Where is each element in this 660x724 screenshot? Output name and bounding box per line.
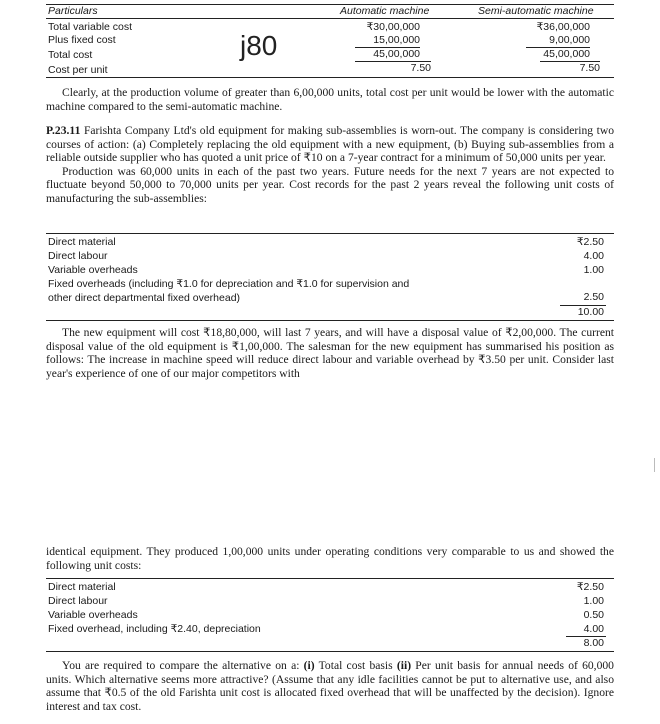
- table-2-row-label: Direct material: [48, 236, 116, 248]
- table-3-top-rule: [46, 578, 614, 579]
- table-1-bottom-rule: [46, 77, 614, 78]
- table-1-row-semi: 7.50: [540, 61, 600, 75]
- table-2-row-value: ₹2.50: [576, 236, 604, 248]
- table-3-total: 8.00: [583, 637, 604, 649]
- table-1-row-semi: 45,00,000: [526, 47, 590, 61]
- paragraph-new-equipment: The new equipment will cost ₹18,80,000, will last 7 years, and will have a disposal value of ₹2,00,000. The current disposal value of the old equipment is ₹1,00,000. The salesman for the new equipment has summarised his position as follows: The increase in machine speed will reduce direct labour and variable overhead by ₹3.50 per unit. Consider last year's experience of one of our major competitors with: [46, 326, 614, 380]
- table-1-row-auto: 7.50: [355, 61, 431, 75]
- table-3-row-label: Variable overheads: [48, 609, 138, 621]
- page-edge-mark: [654, 458, 655, 472]
- table-1-header-particulars: Particulars: [48, 5, 98, 17]
- table-2-row-label: Fixed overheads (including ₹1.0 for depreciation and ₹1.0 for supervision and: [48, 278, 410, 290]
- table-1-row-label: Cost per unit: [48, 64, 108, 76]
- table-3-bottom-rule: [46, 651, 614, 652]
- overlay-text: j80: [240, 30, 278, 61]
- problem-statement: [46, 124, 614, 206]
- table-2-row-label: Direct labour: [48, 250, 108, 262]
- paragraph-required: [46, 659, 614, 713]
- problem-text-1: Farishta Company Ltd's old equipment for making sub-assemblies is worn-out. The company is considering two courses of action: (a) Completely replacing the old equipment with a new equipment, (b) Buying sub-assemblies from a reliable outside supplier who has quoted a unit price of ₹10 on a 7-year contract for a minimum of 50,000 units per year.: [46, 124, 614, 165]
- table-2-top-rule: [46, 233, 614, 234]
- table-2-row-value: 4.00: [583, 250, 604, 262]
- table-3-row-value: 4.00: [583, 623, 604, 635]
- table-3-row-label: Direct material: [48, 581, 116, 593]
- table-1-row-auto: 45,00,000: [355, 47, 420, 61]
- table-3-row-label: Direct labour: [48, 595, 108, 607]
- table-3-row-value: 1.00: [583, 595, 604, 607]
- table-2-row-value: 1.00: [583, 264, 604, 276]
- problem-text-2: Production was 60,000 units in each of the past two years. Future needs for the next 7 years are not expected to fluctuate beyond 50,000 to 70,000 units per year. Cost records for the past 2 years reveal the following unit costs of manufacturing the sub-assemblies:: [46, 164, 614, 205]
- table-1-row-semi: 9,00,000: [549, 34, 590, 46]
- table-1-header-bottom-rule: [46, 18, 614, 19]
- table-1-row-label: Plus fixed cost: [48, 34, 116, 46]
- table-1-row-label: Total cost: [48, 49, 93, 61]
- table-2-bottom-rule: [46, 320, 614, 321]
- table-1-header-automatic: Automatic machine: [340, 5, 430, 17]
- table-2-total: 10.00: [577, 306, 604, 318]
- table-1-row-auto: ₹30,00,000: [366, 21, 420, 33]
- part-i-text: Total cost basis: [318, 659, 393, 672]
- part-i-label: (i): [303, 659, 315, 672]
- paragraph-identical-equipment: identical equipment. They produced 1,00,000 units under operating conditions very comparable to us and showed the following unit costs:: [46, 545, 614, 572]
- table-1-row-label: Total variable cost: [48, 21, 133, 33]
- table-1-header-semi-automatic: Semi-automatic machine: [478, 5, 594, 17]
- paragraph-clearly: Clearly, at the production volume of greater than 6,00,000 units, total cost per unit would be lower with the automatic machine compared to the semi-automatic machine.: [46, 86, 614, 113]
- table-1-row-auto: 15,00,000: [373, 34, 420, 46]
- table-3-row-value: 0.50: [583, 609, 604, 621]
- table-3-row-label: Fixed overhead, including ₹2.40, depreciation: [48, 623, 261, 635]
- part-ii-label: (ii): [396, 659, 412, 672]
- table-3-row-value: ₹2.50: [576, 581, 604, 593]
- required-intro: You are required to compare the alternative on a:: [62, 659, 300, 672]
- table-1-row-semi: ₹36,00,000: [536, 21, 590, 33]
- part-ii-text: Per unit basis for annual needs of 60,000 units. Which alternative seems more attractive? (Assume that any idle facilities cannot be put to alternative use, and also assume that ₹0.5 of the old Farishta unit cost is allocated fixed overhead that will be unaffected by the decision). Ignore interest and tax cost.: [46, 659, 614, 713]
- table-2-row-label: Variable overheads: [48, 264, 138, 276]
- problem-number: P.23.11: [46, 124, 81, 137]
- table-2-row-label: other direct departmental fixed overhead): [48, 292, 241, 304]
- table-2-row-value: 2.50: [583, 291, 604, 303]
